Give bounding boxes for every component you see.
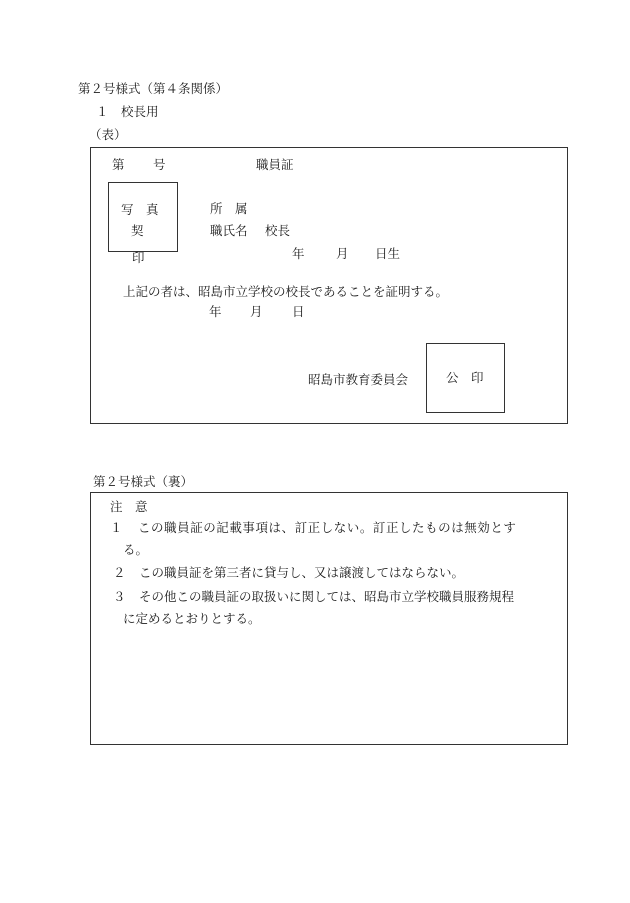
note-number: ２ bbox=[113, 565, 126, 580]
notes-heading: 注 意 bbox=[110, 499, 148, 514]
official-seal-label: 公 印 bbox=[446, 370, 484, 385]
position-value: 校長 bbox=[265, 223, 291, 238]
front-form-title: 第２号様式（第４条関係） bbox=[78, 81, 229, 96]
position-name-label: 職氏名 bbox=[210, 223, 248, 238]
birth-day: 日生 bbox=[375, 246, 401, 261]
issue-month: 月 bbox=[250, 304, 263, 319]
note-number: １ bbox=[110, 520, 123, 535]
birth-month: 月 bbox=[336, 246, 349, 261]
number-suffix: 号 bbox=[153, 157, 166, 172]
issue-year: 年 bbox=[209, 304, 222, 319]
note-text: その他この職員証の取扱いに関しては、昭島市立学校職員服務規程 bbox=[139, 589, 515, 604]
issue-day: 日 bbox=[292, 304, 305, 319]
affiliation-label: 所 属 bbox=[210, 201, 248, 216]
issuer-name: 昭島市教育委員会 bbox=[308, 372, 409, 387]
note-text: この職員証を第三者に貸与し、又は譲渡してはならない。 bbox=[139, 565, 465, 580]
note-text: この職員証の記載事項は、訂正しない。訂正したものは無効とす bbox=[138, 520, 517, 535]
note-text-continued: に定めるとおりとする。 bbox=[123, 611, 261, 626]
note-text-continued: る。 bbox=[123, 542, 149, 557]
number-prefix: 第 bbox=[112, 157, 125, 172]
front-side-label: （表） bbox=[89, 127, 127, 142]
photo-label: 写 真 bbox=[121, 202, 159, 217]
card-title: 職員証 bbox=[256, 157, 294, 172]
note-number: ３ bbox=[113, 589, 126, 604]
section-label: １ 校長用 bbox=[96, 104, 159, 119]
photo-box bbox=[108, 182, 178, 252]
certification-text: 上記の者は、昭島市立学校の校長であることを証明する。 bbox=[123, 284, 449, 299]
birth-year: 年 bbox=[292, 246, 305, 261]
stamp-mark-label: 印 bbox=[132, 250, 145, 265]
back-form-title: 第２号様式（裏） bbox=[93, 474, 194, 489]
seal-stamp-label: 契 bbox=[131, 223, 144, 238]
